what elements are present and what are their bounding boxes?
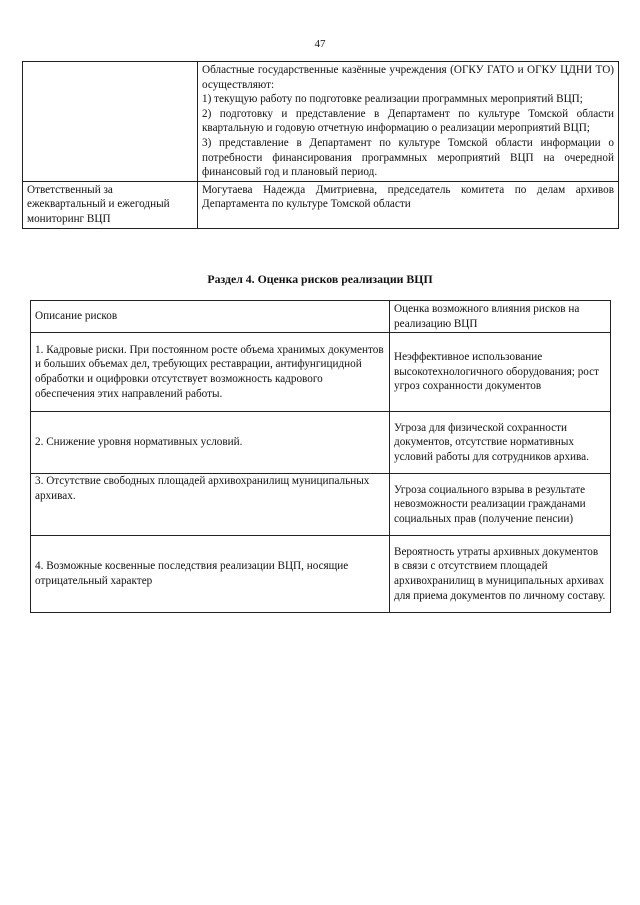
risk-impact: Неэффективное использование высокотехнологичного оборудования; рост угроз сохранности документов xyxy=(390,333,611,412)
table-row xyxy=(31,412,611,474)
executors-paragraph: Областные государственные казённые учреждения (ОГКУ ГАТО и ОГКУ ЦДНИ ТО) осуществляют: xyxy=(202,64,614,91)
page-number: 47 xyxy=(314,38,326,50)
table-row xyxy=(31,333,611,412)
risk-description: 4. Возможные косвенные последствия реализации ВЦП, носящие отрицательный характер xyxy=(31,536,390,613)
table-cell-empty xyxy=(23,62,198,182)
risk-impact: Вероятность утраты архивных документов в связи с отсутствием площадей архивохранилищ в муниципальных архивах для приема документов по личному составу. xyxy=(390,536,611,613)
executors-cell xyxy=(198,62,619,182)
section-title: Раздел 4. Оценка рисков реализации ВЦП xyxy=(207,272,433,286)
risk-description: 1. Кадровые риски. При постоянном росте объема хранимых документов и больших объемах дел, требующих реставрации, антифунгицидной обработки и оцифровки отсутствует возможность кадрового обеспечения этих направлений работы. xyxy=(31,333,390,412)
executors-paragraph: 3) представление в Департамент по культуре Томской области информации о потребности финансирования программных мероприятий ВЦП на очередной финансовый год и плановый период. xyxy=(202,136,614,179)
risk-impact: Угроза для физической сохранности документов, отсутствие нормативных условий работы для сотрудников архива. xyxy=(390,412,611,474)
header-risk-description: Описание рисков xyxy=(31,301,390,333)
table-row xyxy=(31,474,611,536)
table-row xyxy=(23,62,619,182)
risk-description: 3. Отсутствие свободных площадей архивохранилищ муниципальных архивах. xyxy=(31,474,390,536)
table-row xyxy=(23,181,619,228)
executors-paragraph: 2) подготовку и представление в Департамент по культуре Томской области квартальную и годовую отчетную информацию о реализации мероприятий ВЦП; xyxy=(202,107,614,135)
table-header-row xyxy=(31,301,611,333)
header-risk-impact: Оценка возможного влияния рисков на реализацию ВЦП xyxy=(390,301,611,333)
responsibility-table xyxy=(22,61,619,229)
monitoring-responsible: Могутаева Надежда Дмитриевна, председатель комитета по делам архивов Департамента по культуре Томской области xyxy=(198,181,619,228)
risk-table xyxy=(30,300,611,613)
risk-impact: Угроза социального взрыва в результате невозможности реализации гражданами социальных прав (получение пенсии) xyxy=(390,474,611,536)
risk-description: 2. Снижение уровня нормативных условий. xyxy=(31,412,390,474)
monitoring-label: Ответственный за ежеквартальный и ежегодный мониторинг ВЦП xyxy=(23,181,198,228)
executors-paragraph: 1) текущую работу по подготовке реализации программных мероприятий ВЦП; xyxy=(202,93,583,106)
table-row xyxy=(31,536,611,613)
